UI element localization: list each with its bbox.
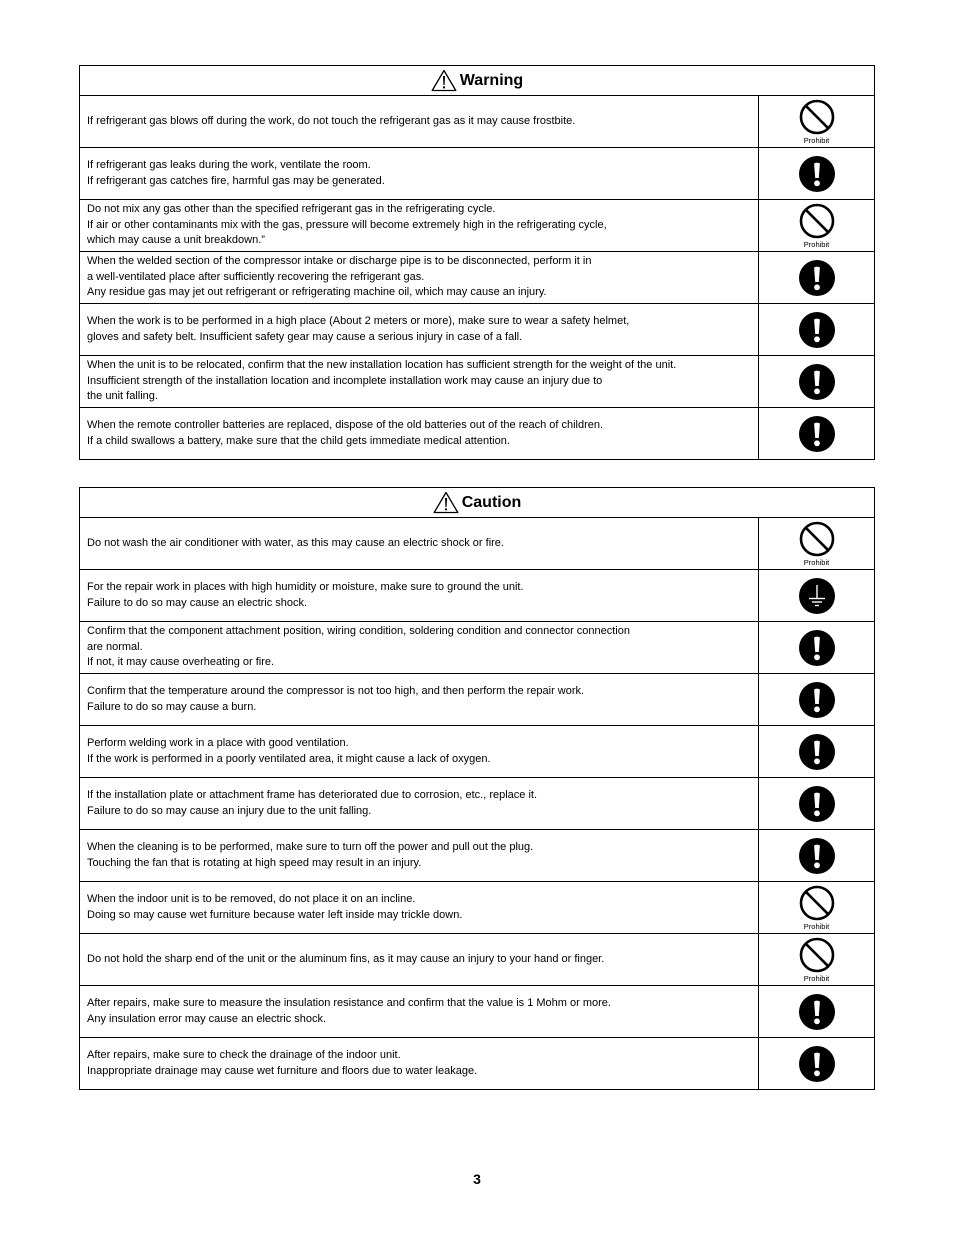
icon-cell (759, 304, 874, 355)
warning-row (80, 408, 874, 460)
caution-row (80, 1038, 874, 1090)
caution-row (80, 726, 874, 778)
row-text (80, 674, 759, 725)
mandatory-icon (798, 837, 836, 875)
warning-rows (80, 96, 874, 460)
icon-cell (759, 726, 874, 777)
text-line: Failure to do so may cause an electric shock. (87, 596, 308, 609)
text-line: When the welded section of the compressor intake or discharge pipe is to be disconnected, perform it in (87, 255, 592, 268)
warning-row (80, 96, 874, 148)
prohibit-icon (799, 937, 835, 973)
row-text (80, 986, 759, 1037)
icon-label: Prohibit (803, 135, 830, 145)
text-line: When the work is to be performed in a high place (About 2 meters or more), make sure to wear a safety helmet, (87, 315, 630, 327)
icon-cell (759, 518, 874, 569)
row-text (80, 518, 759, 569)
text-line: Touching the fan that is rotating at high speed may result in an injury. (87, 856, 422, 869)
text-line: If refrigerant gas leaks during the work, ventilate the room. (87, 159, 371, 171)
warning-row (80, 200, 874, 252)
text-line: a well-ventilated place after sufficiently recovering the refrigerant gas. (87, 270, 425, 283)
warning-triangle-icon (433, 491, 459, 514)
row-text (80, 304, 759, 355)
icon-cell (759, 674, 874, 725)
ground-icon (798, 577, 836, 615)
text-line: When the indoor unit is to be removed, do not place it on an incline. (87, 893, 416, 905)
caution-row (80, 986, 874, 1038)
text-line: the unit falling. (87, 390, 158, 403)
warning-row (80, 148, 874, 200)
icon-cell (759, 96, 874, 147)
warning-row (80, 356, 874, 408)
row-text (80, 726, 759, 777)
icon-cell (759, 148, 874, 199)
caution-row (80, 674, 874, 726)
mandatory-icon (798, 259, 836, 297)
icon-label: Prohibit (803, 239, 830, 249)
row-text (80, 622, 759, 673)
text-line: Failure to do so may cause a burn. (87, 700, 257, 713)
row-text (80, 882, 759, 933)
mandatory-icon (798, 733, 836, 771)
text-line: Do not mix any gas other than the specified refrigerant gas in the refrigerating cycle. (87, 203, 496, 216)
mandatory-icon (798, 311, 836, 349)
caution-row (80, 518, 874, 570)
text-line: which may cause a unit breakdown.” (87, 234, 265, 247)
icon-cell (759, 778, 874, 829)
text-line: Any insulation error may cause an electric shock. (87, 1012, 327, 1025)
prohibit-icon (799, 203, 835, 239)
text-line: If a child swallows a battery, make sure that the child gets immediate medical attention. (87, 434, 510, 447)
warning-row (80, 304, 874, 356)
text-line: gloves and safety belt. Insufficient safety gear may cause a serious injury in case of a fall. (87, 330, 523, 343)
warning-header (80, 66, 874, 96)
caution-row (80, 570, 874, 622)
icon-cell (759, 408, 874, 459)
mandatory-icon (798, 363, 836, 401)
text-line: When the unit is to be relocated, confirm that the new installation location has sufficient strength for the weight of the unit. (87, 359, 677, 372)
prohibit-icon (799, 521, 835, 557)
warning-table (79, 65, 875, 460)
row-text (80, 408, 759, 459)
text-line: For the repair work in places with high humidity or moisture, make sure to ground the unit. (87, 581, 524, 593)
text-line: Failure to do so may cause an injury due to the unit falling. (87, 804, 372, 817)
text-line: Inappropriate drainage may cause wet furniture and floors due to water leakage. (87, 1064, 478, 1077)
mandatory-icon (798, 629, 836, 667)
row-text (80, 148, 759, 199)
text-line: Confirm that the temperature around the compressor is not too high, and then perform the repair work. (87, 685, 585, 697)
mandatory-icon (798, 415, 836, 453)
icon-label: Prohibit (803, 921, 830, 931)
warning-row (80, 252, 874, 304)
text-line: Confirm that the component attachment position, wiring condition, soldering condition and connector connection (87, 625, 630, 638)
text-line: If the work is performed in a poorly ventilated area, it might cause a lack of oxygen. (87, 752, 491, 765)
text-line: are normal. (87, 640, 143, 653)
icon-cell (759, 882, 874, 933)
mandatory-icon (798, 155, 836, 193)
prohibit-icon (799, 99, 835, 135)
icon-cell (759, 622, 874, 673)
text-line: When the cleaning is to be performed, make sure to turn off the power and pull out the plug. (87, 841, 534, 853)
caution-row (80, 934, 874, 986)
text-line: If air or other contaminants mix with the gas, pressure will become extremely high in the refrigerating cycle, (87, 218, 607, 231)
icon-cell (759, 934, 874, 985)
icon-label: Prohibit (803, 557, 830, 567)
caution-title: Caution (461, 493, 522, 511)
row-text (80, 200, 759, 251)
warning-title: Warning (459, 71, 524, 89)
icon-cell (759, 986, 874, 1037)
mandatory-icon (798, 993, 836, 1031)
page-number: 3 (473, 1171, 481, 1187)
row-text (80, 830, 759, 881)
icon-cell (759, 570, 874, 621)
text-line: If not, it may cause overheating or fire. (87, 656, 275, 669)
caution-row (80, 622, 874, 674)
text-line: Do not hold the sharp end of the unit or the aluminum fins, as it may cause an injury to your hand or finger. (87, 952, 605, 965)
text-line: Any residue gas may jet out refrigerant or refrigerating machine oil, which may cause an injury. (87, 286, 547, 299)
row-text (80, 1038, 759, 1089)
icon-cell (759, 200, 874, 251)
icon-label: Prohibit (803, 973, 830, 983)
text-line: If refrigerant gas blows off during the work, do not touch the refrigerant gas as it may cause frostbite. (87, 114, 576, 127)
text-line: When the remote controller batteries are replaced, dispose of the old batteries out of the reach of children. (87, 419, 604, 431)
text-line: After repairs, make sure to measure the insulation resistance and confirm that the value is 1 Mohm or more. (87, 997, 611, 1009)
icon-cell (759, 356, 874, 407)
caution-row (80, 778, 874, 830)
caution-row (80, 830, 874, 882)
icon-cell (759, 1038, 874, 1089)
caution-header (80, 488, 874, 518)
icon-cell (759, 252, 874, 303)
caution-table (79, 487, 875, 1090)
row-text (80, 96, 759, 147)
row-text (80, 356, 759, 407)
mandatory-icon (798, 785, 836, 823)
icon-cell (759, 830, 874, 881)
caution-rows (80, 518, 874, 1090)
text-line: If the installation plate or attachment frame has deteriorated due to corrosion, etc., replace it. (87, 789, 538, 801)
warning-triangle-icon (431, 69, 457, 92)
caution-row (80, 882, 874, 934)
row-text (80, 778, 759, 829)
mandatory-icon (798, 681, 836, 719)
text-line: After repairs, make sure to check the drainage of the indoor unit. (87, 1049, 401, 1061)
row-text (80, 570, 759, 621)
text-line: Perform welding work in a place with good ventilation. (87, 737, 349, 749)
row-text (80, 934, 759, 985)
mandatory-icon (798, 1045, 836, 1083)
text-line: Insufficient strength of the installation location and incomplete installation work may cause an injury due to (87, 374, 603, 387)
text-line: Do not wash the air conditioner with water, as this may cause an electric shock or fire. (87, 536, 504, 549)
row-text (80, 252, 759, 303)
text-line: Doing so may cause wet furniture because water left inside may trickle down. (87, 908, 463, 921)
prohibit-icon (799, 885, 835, 921)
text-line: If refrigerant gas catches fire, harmful gas may be generated. (87, 174, 385, 187)
